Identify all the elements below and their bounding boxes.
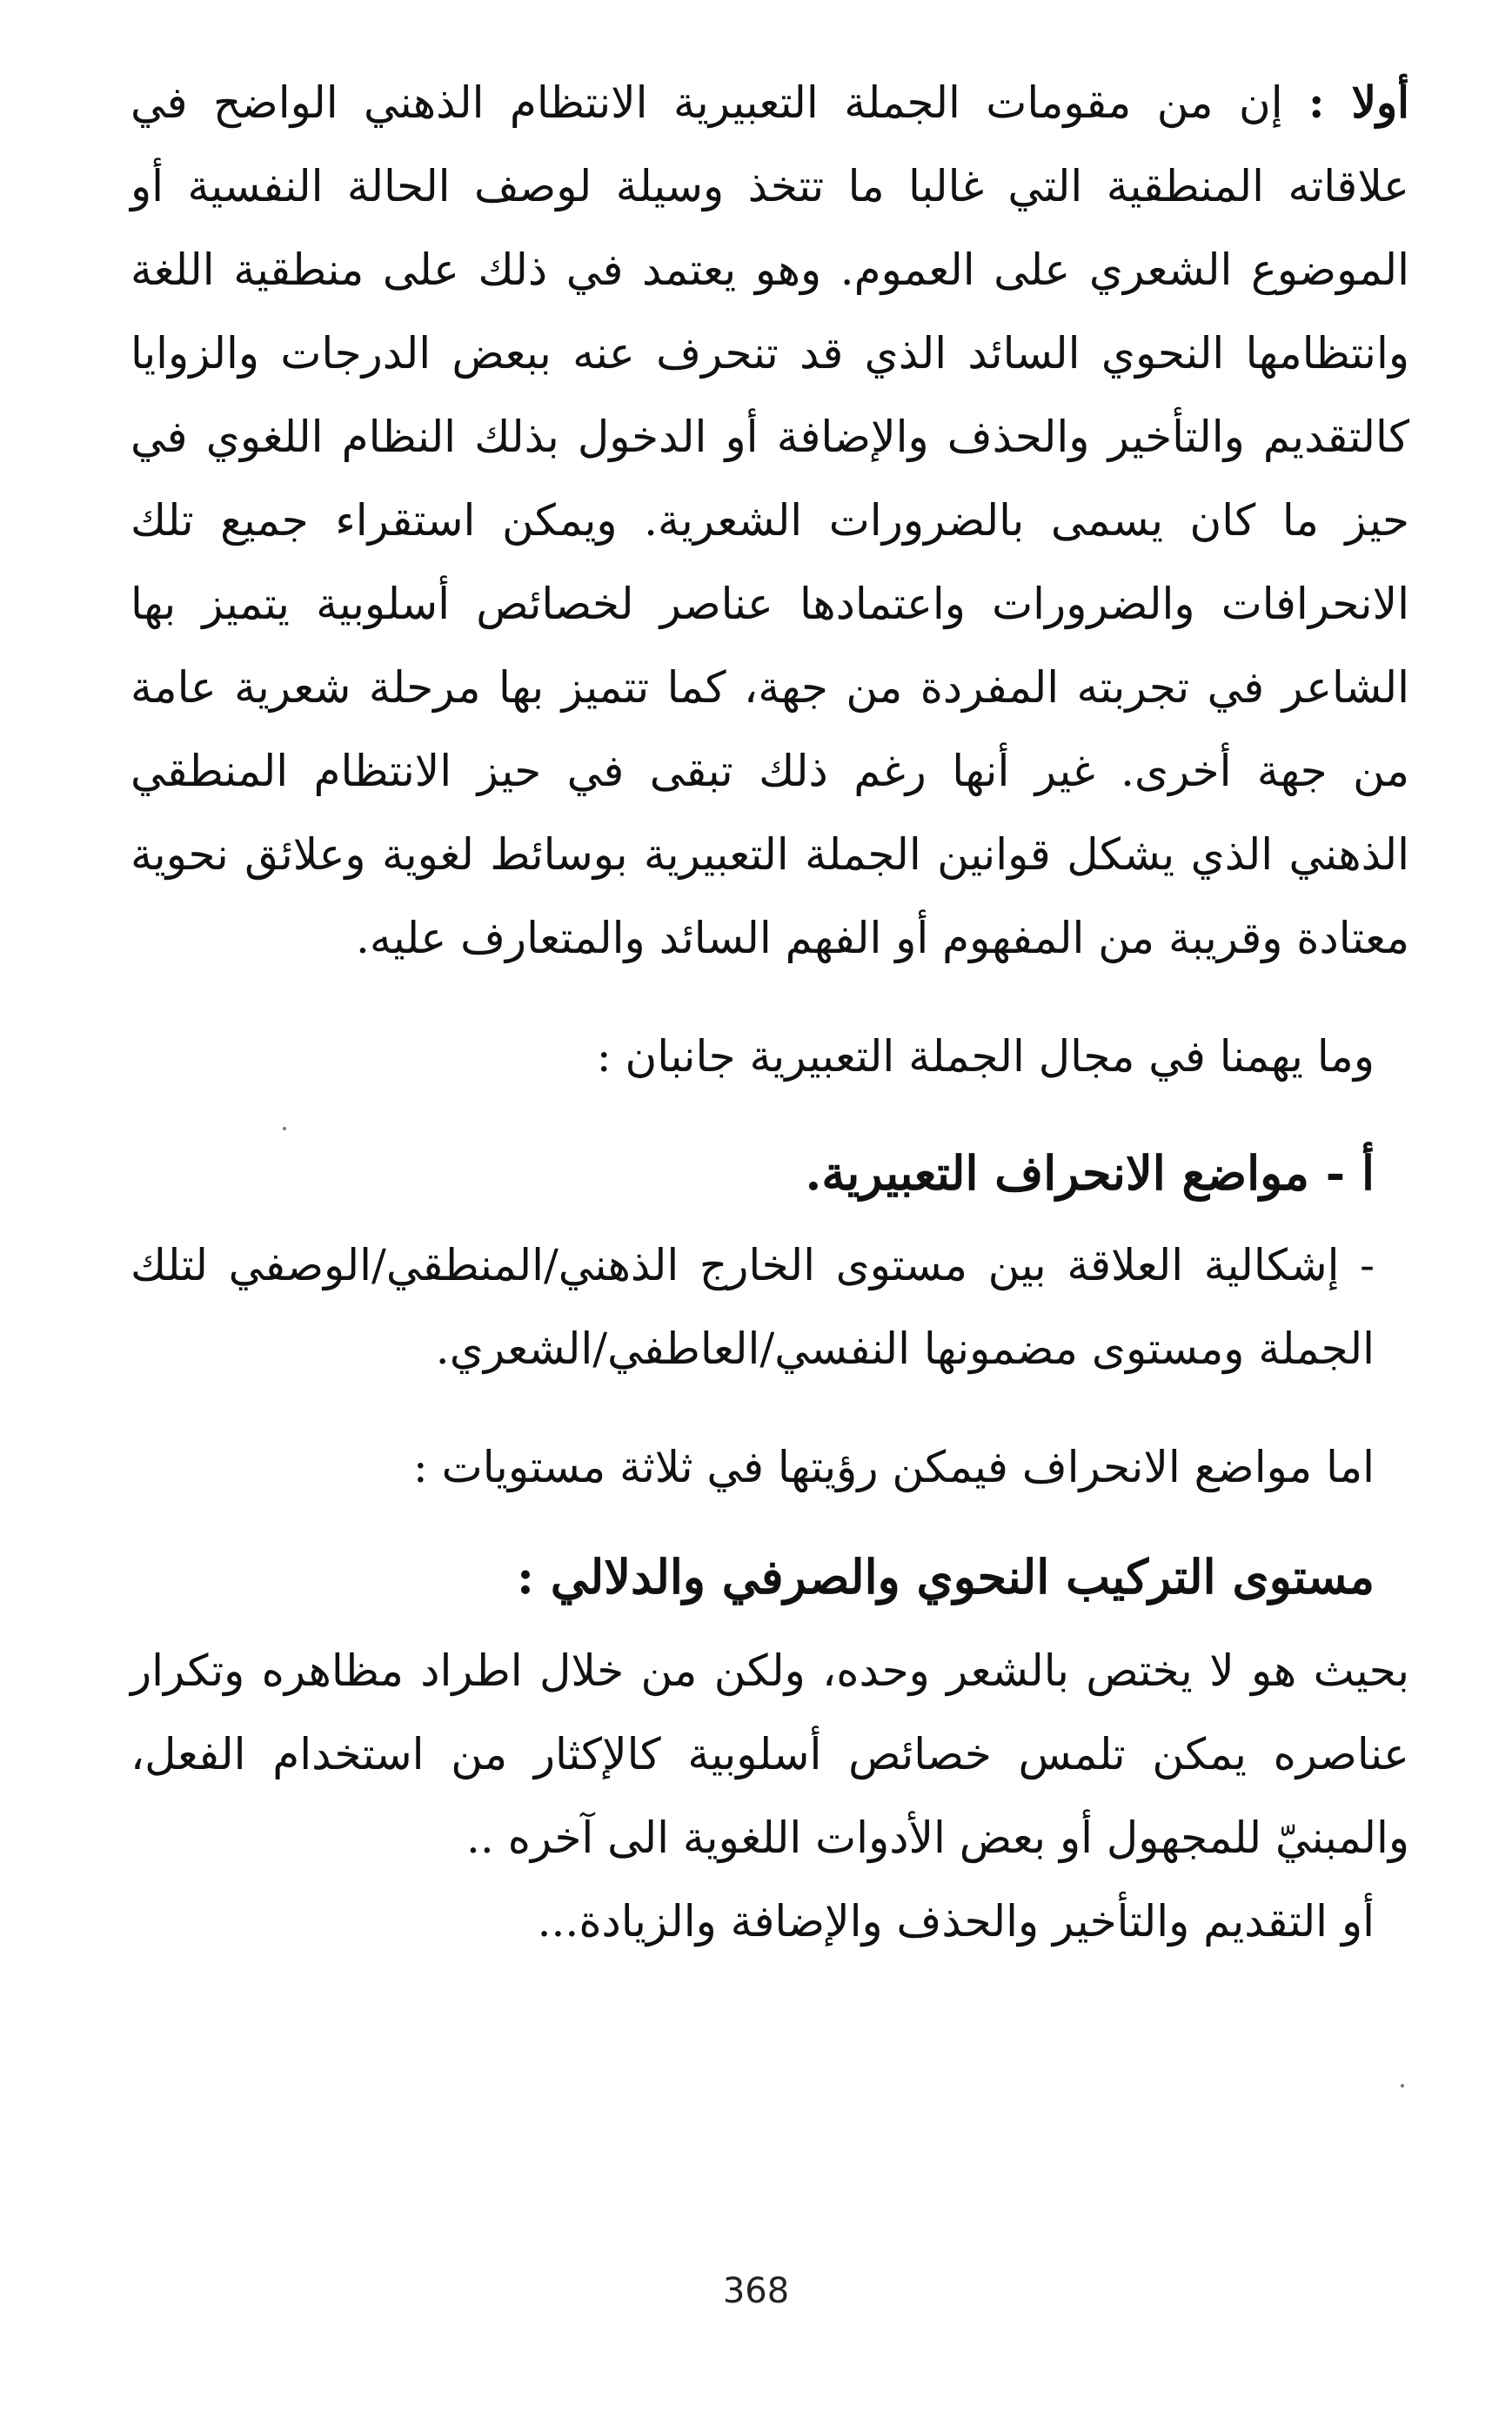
aspects-line: وما يهمنا في مجال الجملة التعبيرية جانبان : [596,1031,1375,1082]
final-line: أو التقديم والتأخير والحذف والإضافة والزيادة... [537,1896,1375,1947]
scan-speck [1401,2084,1404,2088]
intro-lead: أولا : [1308,77,1409,128]
levels-line: اما مواضع الانحراف فيمكن رؤيتها في ثلاثة مستويات : [412,1442,1375,1492]
page-body [130,61,1409,1963]
heading-level: مستوى التركيب النحوي والصرفي والدلالي : [517,1549,1375,1605]
level-paragraph: بحيث هو لا يختص بالشعر وحده، ولكن من خلال اطراد مظاهره وتكرار عناصره يمكن تلمس خصائص أسلوبية كالإكثار من استخدام الفعل، والمبنيّ للمجهول أو بعض الأدوات اللغوية الى آخره .. [130,1645,1409,1863]
scan-speck [283,1127,286,1130]
intro-paragraph [130,61,1409,980]
intro-text: إن من مقومات الجملة التعبيرية الانتظام الذهني الواضح في علاقاته المنطقية التي غالبا ما تتخذ وسيلة لوصف الحالة النفسية أو الموضوع الشعري على العموم. وهو يعتمد في ذلك على منطقية اللغة وانتظامها النحوي السائد الذي قد تنحرف عنه ببعض الدرجات والزوايا كالتقديم والتأخير والحذف والإضافة أو الدخول بذلك النظام اللغوي في حيز ما كان يسمى بالضرورات الشعرية. ويمكن استقراء جميع تلك الانحرافات والضرورات واعتمادها عناصر لخصائص أسلوبية يتميز بها الشاعر في تجربته المفردة من جهة، كما تتميز بها مرحلة شعرية عامة من جهة أخرى. غير أنها رغم ذلك تبقى في حيز الانتظام المنطقي الذهني الذي يشكل قوانين الجملة التعبيرية بوسائط لغوية وعلائق نحوية معتادة وقريبة من المفهوم أو الفهم السائد والمتعارف عليه. [130,77,1409,963]
page-number: 368 [722,2271,790,2311]
problem-paragraph: - إشكالية العلاقة بين مستوى الخارج الذهني/المنطقي/الوصفي لتلك الجملة ومستوى مضمونها النفسي/العاطفي/الشعري. [130,1240,1375,1374]
heading-a: أ - مواضع الانحراف التعبيرية. [805,1145,1375,1201]
